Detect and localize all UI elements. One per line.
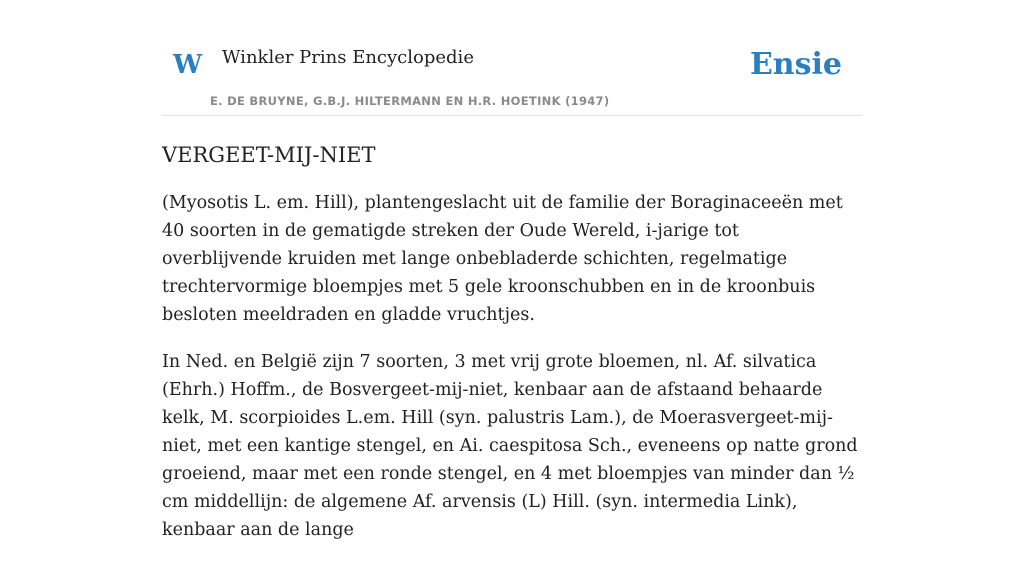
encyclopedia-title[interactable]: Winkler Prins Encyclopedie [222,47,474,68]
article-body [162,138,862,563]
paragraph-2: In Ned. en België zijn 7 soorten, 3 met vrij grote bloemen, nl. Af. silvatica (Ehrh.) Hoffm., de Bosvergeet-mij-niet, kenbaar aan de afstaand behaarde kelk, M. scorpioides L.em. Hill (syn. palustris Lam.), de Moerasvergeet-mij-niet, met een kantige stengel, en Ai. caespitosa Sch., eveneens op natte grond groeiend, maar met een ronde stengel, en 4 met bloempjes van minder dan ½ cm middellijn: de algemene Af. arvensis (L) Hill. (syn. intermedia Link), kenbaar aan de lange [162,352,858,540]
authors-byline: E. DE BRUYNE, G.B.J. HILTERMANN EN H.R. HOETINK (1947) [210,94,610,108]
paragraph-1: (Myosotis L. em. Hill), plantengeslacht uit de familie der Boraginaceeën met 40 soorten in de gematigde streken der Oude Wereld, i-jarige tot overblijvende kruiden met lange onbebladerde schichten, regelmatige trechtervormige bloempjes met 5 gele kroonschubben en in de kroonbuis besloten meeldraden en gladde vruchtjes. [162,193,843,325]
ensie-brand-logo[interactable]: Ensie [749,47,842,82]
site-header [162,36,862,116]
entry-title: VERGEET-MIJ-NIET [162,143,376,167]
encyclopedia-logo[interactable]: W [173,50,203,80]
